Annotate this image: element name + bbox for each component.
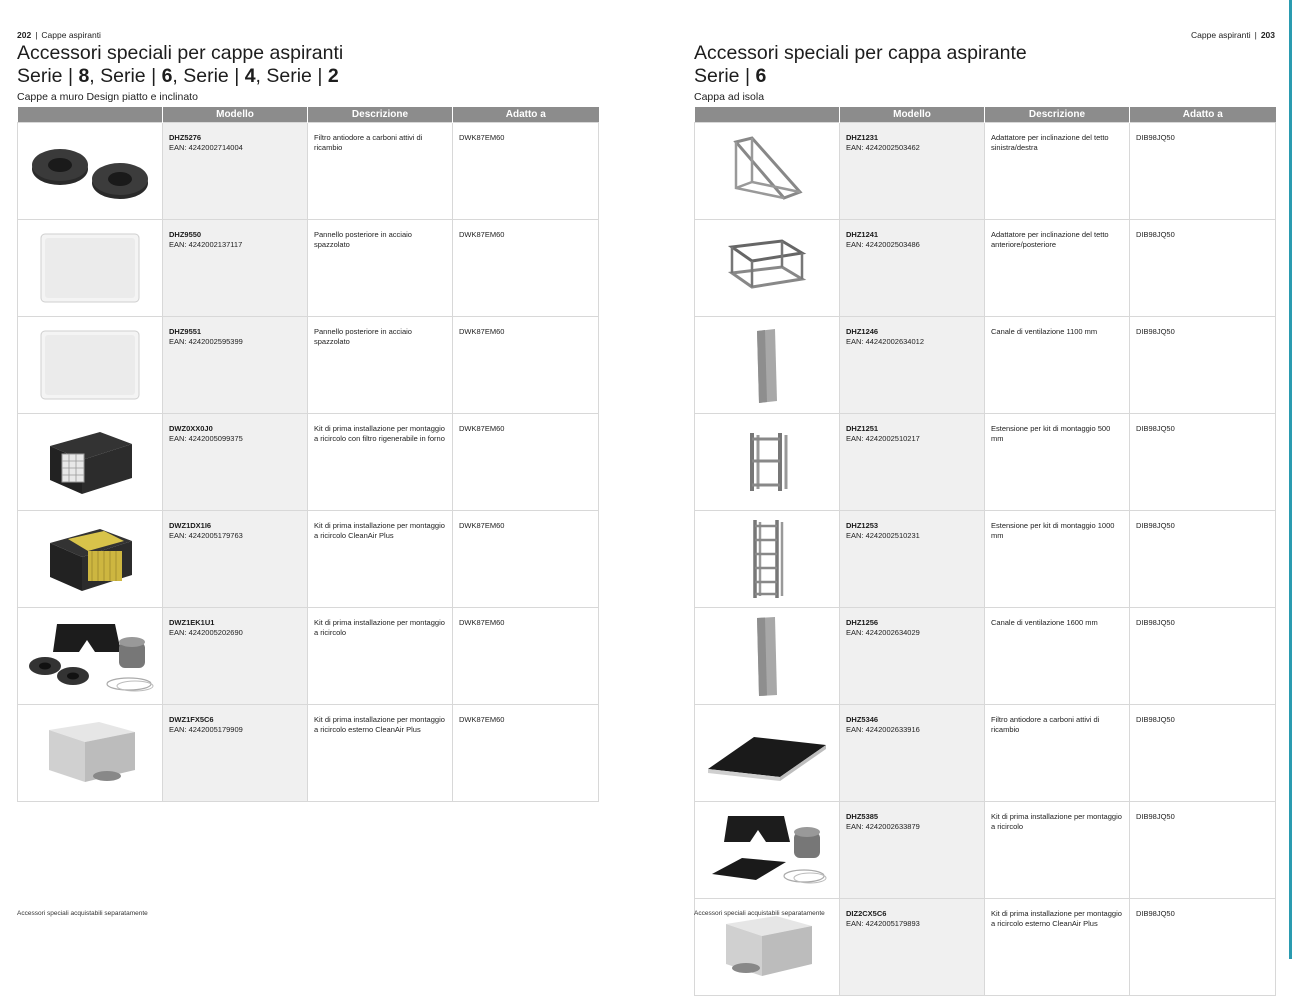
table-header [695, 107, 1276, 123]
table-row [695, 123, 1276, 220]
header-image [695, 107, 840, 123]
mounting-frame-long-icon [747, 518, 787, 600]
model-cell [840, 123, 985, 220]
table-row [695, 802, 1276, 899]
product-image [695, 511, 840, 608]
model-cell [840, 220, 985, 317]
description-cell: Kit di prima installazione per montaggio a ricircolo [985, 802, 1130, 899]
ean-code: EAN: 4242002503462 [846, 143, 920, 152]
model-code: DWZ1DX1I6 [169, 521, 212, 530]
mounting-frame-short-icon [742, 427, 792, 497]
fits-cell: DWK87EM60 [453, 123, 599, 220]
description-cell: Pannello posteriore in acciaio spazzolato [308, 317, 453, 414]
table-row [695, 608, 1276, 705]
recirculation-box-yellow-icon [40, 521, 140, 597]
fits-cell: DIB98JQ50 [1130, 899, 1276, 996]
ean-code: EAN: 4242005179909 [169, 725, 243, 734]
ean-code: EAN: 4242005099375 [169, 434, 243, 443]
model-code: DWZ1FX5C6 [169, 715, 214, 724]
ean-code: EAN: 4242002633916 [846, 725, 920, 734]
fits-cell: DIB98JQ50 [1130, 123, 1276, 220]
series-number: 6 [755, 65, 767, 87]
model-code: DWZ0XX0J0 [169, 424, 213, 433]
page-number: 203 [1260, 30, 1275, 40]
running-header: Cappe aspiranti | 203 [1191, 30, 1275, 40]
table-row [18, 220, 599, 317]
ean-code: EAN: 44242002634012 [846, 337, 924, 346]
product-image [18, 511, 163, 608]
product-image [695, 317, 840, 414]
flat-carbon-filter-icon [704, 723, 830, 783]
product-image [695, 608, 840, 705]
title-line-1: Accessori speciali per cappe aspiranti [17, 42, 344, 64]
title-line-2 [17, 65, 343, 88]
fits-cell: DIB98JQ50 [1130, 511, 1276, 608]
chimney-duct-icon [747, 325, 787, 405]
description-cell: Filtro antiodore a carboni attivi di ricambio [308, 123, 453, 220]
model-cell [163, 317, 308, 414]
fits-cell: DIB98JQ50 [1130, 705, 1276, 802]
ean-code: EAN: 4242005179763 [169, 531, 243, 540]
running-header: 202 | Cappe aspiranti [17, 30, 101, 40]
model-code: DHZ1253 [846, 521, 879, 530]
series-prefix: Serie | [694, 65, 756, 87]
ean-code: EAN: 4242002510231 [846, 531, 920, 540]
external-module-icon [712, 910, 822, 984]
series-separator: , Serie | [89, 65, 162, 87]
model-cell [163, 123, 308, 220]
model-code: DWZ1EK1U1 [169, 618, 215, 627]
chimney-duct-long-icon [747, 615, 787, 697]
description-cell: Adattatore per inclinazione del tetto anteriore/posteriore [985, 220, 1130, 317]
footnote: Accessori speciali acquistabili separatamente [694, 910, 825, 917]
table-row [695, 317, 1276, 414]
model-cell [840, 705, 985, 802]
fits-cell: DIB98JQ50 [1130, 317, 1276, 414]
description-cell: Estensione per kit di montaggio 500 mm [985, 414, 1130, 511]
product-image [18, 123, 163, 220]
page-subtitle: Cappe a muro Design piatto e inclinato [17, 91, 198, 103]
accessories-table [694, 107, 1276, 996]
ean-code: EAN: 4242002634029 [846, 628, 920, 637]
fits-cell: DWK87EM60 [453, 608, 599, 705]
series-number: 6 [161, 65, 173, 87]
model-cell [840, 511, 985, 608]
model-cell [163, 705, 308, 802]
product-image [695, 705, 840, 802]
product-image [18, 317, 163, 414]
right-page [646, 0, 1292, 959]
model-code: DIZ2CX5C6 [846, 909, 887, 918]
title-line-2 [694, 65, 1027, 88]
description-cell: Canale di ventilazione 1100 mm [985, 317, 1130, 414]
fits-cell: DWK87EM60 [453, 511, 599, 608]
product-image [695, 802, 840, 899]
ean-code: EAN: 4242002714004 [169, 143, 243, 152]
ean-code: EAN: 4242002137117 [169, 240, 243, 249]
fits-cell: DIB98JQ50 [1130, 608, 1276, 705]
description-cell: Adattatore per inclinazione del tetto sinistra/destra [985, 123, 1130, 220]
table-row [18, 608, 599, 705]
product-image [695, 123, 840, 220]
model-code: DHZ5385 [846, 812, 879, 821]
table-row [18, 317, 599, 414]
model-code: DHZ1256 [846, 618, 879, 627]
series-separator: , Serie | [172, 65, 245, 87]
table-header [18, 107, 599, 123]
ean-code: EAN: 4242002595399 [169, 337, 243, 346]
description-cell: Kit di prima installazione per montaggio a ricircolo con filtro rigenerabile in forno [308, 414, 453, 511]
series-number: 8 [78, 65, 90, 87]
page-subtitle: Cappa ad isola [694, 91, 765, 103]
carbon-filter-pair-icon [25, 135, 155, 207]
recirculation-box-grid-icon [40, 424, 140, 500]
fits-cell: DIB98JQ50 [1130, 414, 1276, 511]
model-cell [840, 899, 985, 996]
ean-code: EAN: 4242002633879 [846, 822, 920, 831]
description-cell: Filtro antiodore a carboni attivi di ricambio [985, 705, 1130, 802]
footnote: Accessori speciali acquistabili separatamente [17, 910, 148, 917]
model-cell [163, 608, 308, 705]
roof-adapter-front-icon [722, 233, 812, 303]
section-name: Cappe aspiranti [41, 30, 101, 40]
ean-code: EAN: 4242002503486 [846, 240, 920, 249]
model-code: DHZ5346 [846, 715, 879, 724]
fits-cell: DIB98JQ50 [1130, 802, 1276, 899]
model-code: DHZ1231 [846, 133, 879, 142]
description-cell: Kit di prima installazione per montaggio a ricircolo esterno CleanAir Plus [985, 899, 1130, 996]
table-row [695, 705, 1276, 802]
product-image [18, 705, 163, 802]
steel-panel-icon [35, 327, 145, 403]
description-cell: Pannello posteriore in acciaio spazzolato [308, 220, 453, 317]
ean-code: EAN: 4242005179893 [846, 919, 920, 928]
table-row [18, 705, 599, 802]
series-separator: , Serie | [255, 65, 328, 87]
model-cell [163, 414, 308, 511]
header-model: Modello [163, 107, 308, 123]
model-cell [163, 511, 308, 608]
left-page [0, 0, 646, 959]
description-cell: Estensione per kit di montaggio 1000 mm [985, 511, 1130, 608]
description-cell: Kit di prima installazione per montaggio a ricircolo [308, 608, 453, 705]
product-image [695, 220, 840, 317]
model-cell [163, 220, 308, 317]
description-cell: Kit di prima installazione per montaggio a ricircolo esterno CleanAir Plus [308, 705, 453, 802]
model-code: DHZ5276 [169, 133, 202, 142]
table-row [695, 220, 1276, 317]
product-image [18, 220, 163, 317]
series-prefix: Serie | [17, 65, 79, 87]
fits-cell: DWK87EM60 [453, 414, 599, 511]
model-cell [840, 608, 985, 705]
fits-cell: DIB98JQ50 [1130, 220, 1276, 317]
model-code: DHZ1251 [846, 424, 879, 433]
description-cell: Kit di prima installazione per montaggio a ricircolo CleanAir Plus [308, 511, 453, 608]
description-cell: Canale di ventilazione 1600 mm [985, 608, 1130, 705]
header-description: Descrizione [308, 107, 453, 123]
ean-code: EAN: 4242002510217 [846, 434, 920, 443]
section-name: Cappe aspiranti [1191, 30, 1251, 40]
fits-cell: DWK87EM60 [453, 705, 599, 802]
product-image [18, 608, 163, 705]
external-module-icon [35, 716, 145, 790]
model-cell [840, 414, 985, 511]
series-number: 2 [327, 65, 339, 87]
series-number: 4 [244, 65, 256, 87]
header-model: Modello [840, 107, 985, 123]
fits-cell: DWK87EM60 [453, 317, 599, 414]
model-code: DHZ9551 [169, 327, 202, 336]
header-fits: Adatto a [453, 107, 599, 123]
table-row [18, 414, 599, 511]
recirculation-kit-flat-icon [702, 810, 832, 890]
recirculation-kit-icon [23, 616, 157, 696]
model-code: DHZ1246 [846, 327, 879, 336]
table-row [695, 511, 1276, 608]
page-title [694, 42, 1027, 88]
header-fits: Adatto a [1130, 107, 1276, 123]
table-row [695, 414, 1276, 511]
header-description: Descrizione [985, 107, 1130, 123]
title-line-1: Accessori speciali per cappa aspirante [694, 42, 1027, 64]
ean-code: EAN: 4242005202690 [169, 628, 243, 637]
accessories-table [17, 107, 599, 802]
product-image [695, 414, 840, 511]
table-row [18, 123, 599, 220]
model-cell [840, 802, 985, 899]
roof-adapter-side-icon [722, 132, 812, 210]
page-title [17, 42, 343, 88]
model-cell [840, 317, 985, 414]
steel-panel-icon [35, 230, 145, 306]
page-number: 202 [17, 30, 32, 40]
table-row [18, 511, 599, 608]
fits-cell: DWK87EM60 [453, 220, 599, 317]
header-image [18, 107, 163, 123]
product-image [18, 414, 163, 511]
model-code: DHZ9550 [169, 230, 202, 239]
model-code: DHZ1241 [846, 230, 879, 239]
